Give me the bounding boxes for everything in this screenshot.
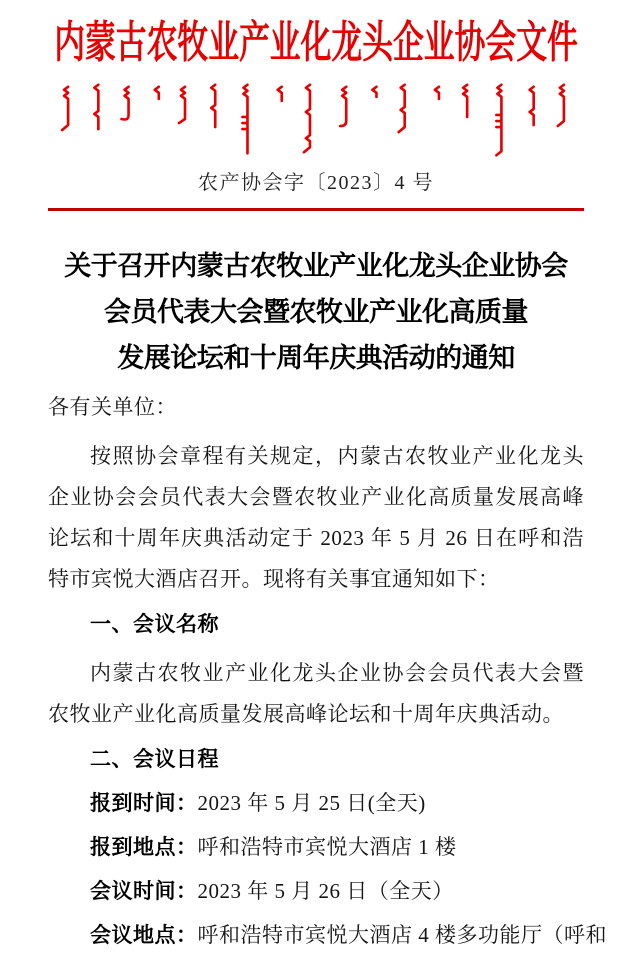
document-body [48, 387, 607, 956]
schedule-label: 会议时间： [90, 880, 198, 903]
masthead [48, 18, 584, 68]
intro-paragraph: 按照协会章程有关规定，内蒙古农牧业产业化龙头企业协会会员代表大会暨农牧业产业化高质量发展高峰论坛和十周年庆典活动定于 2023 年 5 月 26 日在呼和浩特市宾悦大酒店召开。现将有关事宜通知如下： [48, 444, 584, 591]
schedule-item-meeting-time [48, 871, 584, 912]
schedule-item-meeting-place [48, 915, 607, 956]
document-page [0, 18, 628, 956]
schedule-label: 会议地点： [90, 924, 198, 947]
notice-title-line-1: 关于召开内蒙古农牧业产业化龙头企业协会 [64, 251, 568, 281]
notice-title-line-2: 会员代表大会暨农牧业产业化高质量 [104, 297, 528, 327]
schedule-value: 2023 年 5 月 26 日（全天） [197, 879, 454, 903]
section-heading-meeting-name: 一、会议名称 [90, 613, 219, 636]
organization-title: 内蒙古农牧业产业化龙头企业协会文件 [54, 18, 578, 67]
notice-title [48, 243, 584, 381]
salutation: 各有关单位： [48, 395, 177, 419]
schedule-value: 呼和浩特市宾悦大酒店 4 楼多功能厅（呼和 [197, 923, 607, 947]
schedule-label: 报到时间： [90, 792, 198, 815]
schedule-item-checkin-place [48, 827, 584, 868]
red-divider-rule [48, 208, 584, 211]
section-heading-meeting-schedule: 二、会议日程 [90, 748, 219, 771]
mongolian-script-text [54, 80, 578, 158]
schedule-value: 2023 年 5 月 25 日(全天) [197, 791, 426, 815]
notice-title-line-3: 发展论坛和十周年庆典活动的通知 [117, 343, 515, 373]
schedule-item-checkin-time [48, 783, 584, 824]
schedule-label: 报到地点： [90, 836, 198, 859]
schedule-value: 呼和浩特市宾悦大酒店 1 楼 [197, 835, 457, 859]
document-number: 农产协会字〔2023〕4 号 [198, 172, 434, 194]
meeting-name-paragraph: 内蒙古农牧业产业化龙头企业协会会员代表大会暨农牧业产业化高质量发展高峰论坛和十周年庆典活动。 [48, 661, 584, 726]
